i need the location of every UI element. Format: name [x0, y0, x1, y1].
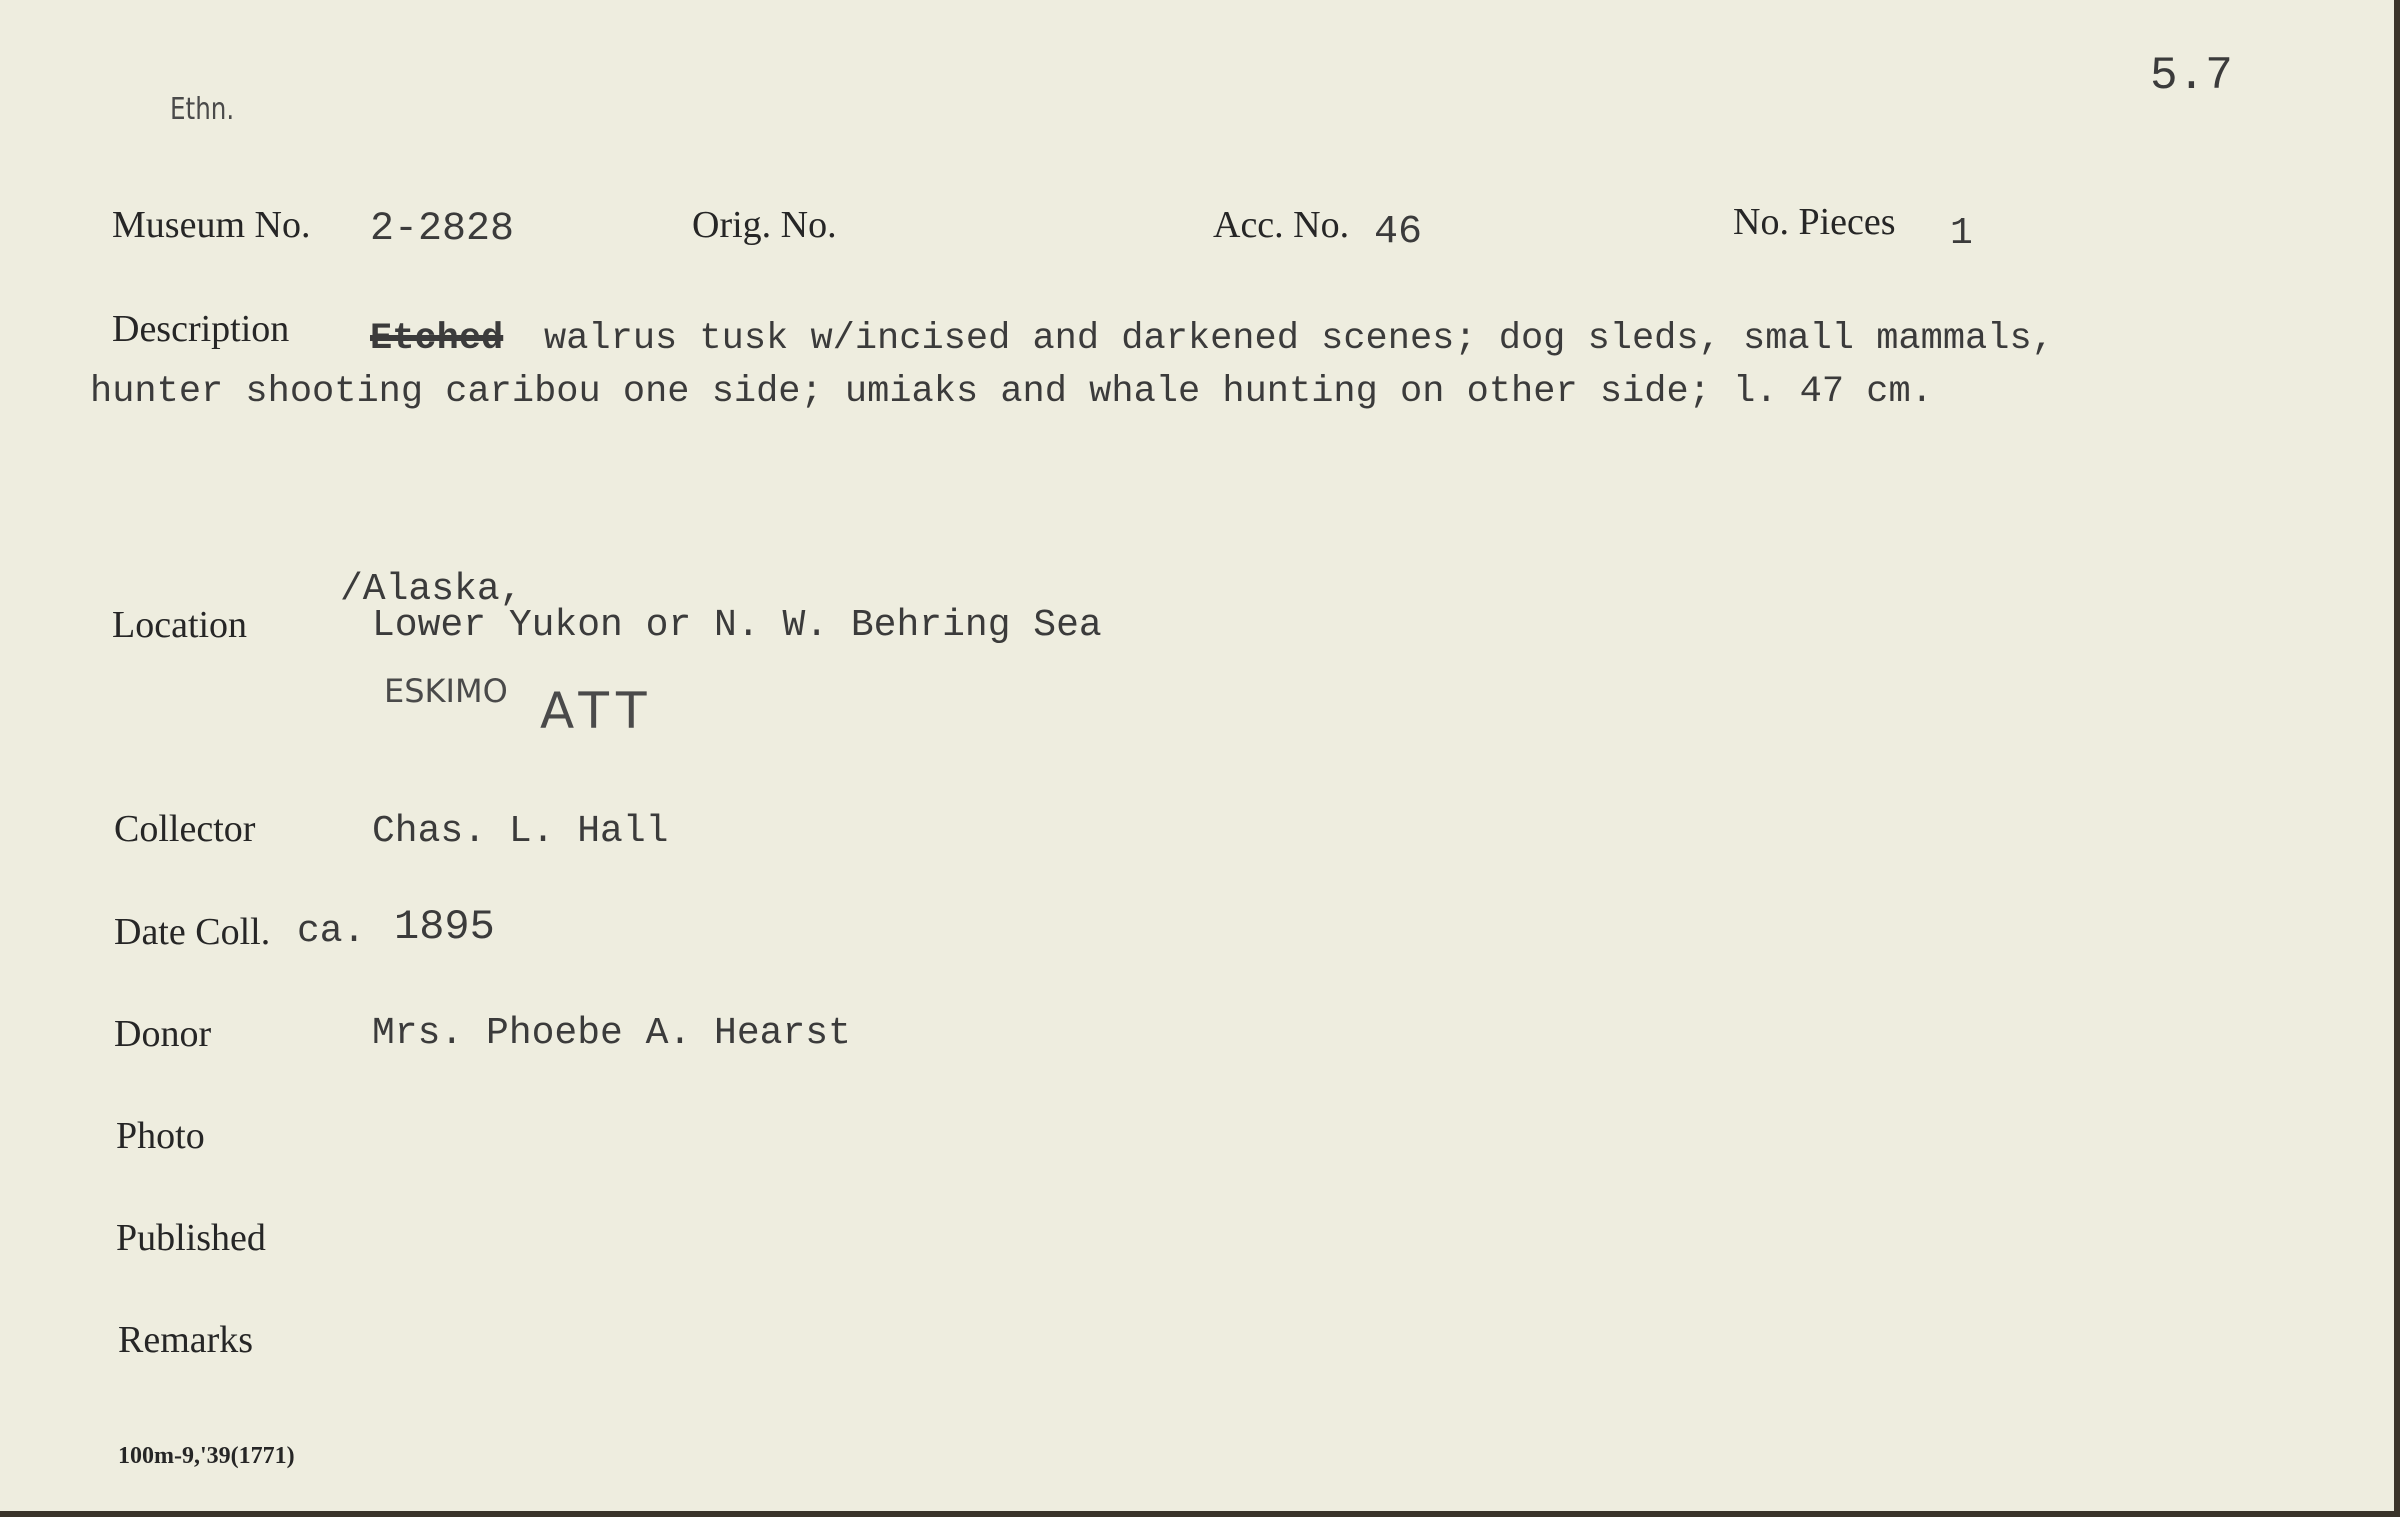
date-value: 1895 [394, 903, 495, 951]
location-label: Location [112, 604, 248, 646]
orig-no-label: Orig. No. [692, 204, 837, 246]
date-prefix: ca. [297, 910, 366, 953]
description-line-2: hunter shooting caribou one side; umiaks and whale hunting on other side; l. 47 cm. [90, 371, 1933, 413]
footer-print-code: 100m-9,'39(1771) [118, 1443, 295, 1469]
collector-label: Collector [114, 808, 256, 850]
collector-value: Chas. L. Hall [372, 810, 669, 853]
pieces-value: 1 [1950, 212, 1973, 255]
description-struck-word: Etched [370, 318, 504, 360]
published-label: Published [116, 1217, 266, 1259]
dept-stamp: Ethn. [170, 92, 235, 127]
donor-value: Mrs. Phoebe A. Hearst [372, 1012, 851, 1055]
museum-no-label: Museum No. [112, 204, 311, 246]
description-label: Description [112, 308, 290, 350]
culture-stamp: ESKIMO [384, 672, 508, 710]
acc-no-label: Acc. No. [1213, 204, 1350, 246]
pieces-label: No. Pieces [1733, 201, 1896, 243]
remarks-label: Remarks [118, 1319, 254, 1361]
museum-no-value: 2-2828 [370, 207, 515, 252]
donor-label: Donor [114, 1013, 212, 1055]
corner-number: 5.7 [2150, 50, 2233, 102]
photo-label: Photo [116, 1115, 205, 1157]
date-label: Date Coll. [114, 911, 271, 953]
location-value: Lower Yukon or N. W. Behring Sea [372, 604, 1102, 647]
acc-no-value: 46 [1374, 210, 1423, 255]
description-line-1: walrus tusk w/incised and darkened scenes; dog sleds, small mammals, [544, 318, 2054, 360]
location-insert: /Alaska, [340, 568, 523, 611]
culture-code: ATT [540, 682, 655, 740]
